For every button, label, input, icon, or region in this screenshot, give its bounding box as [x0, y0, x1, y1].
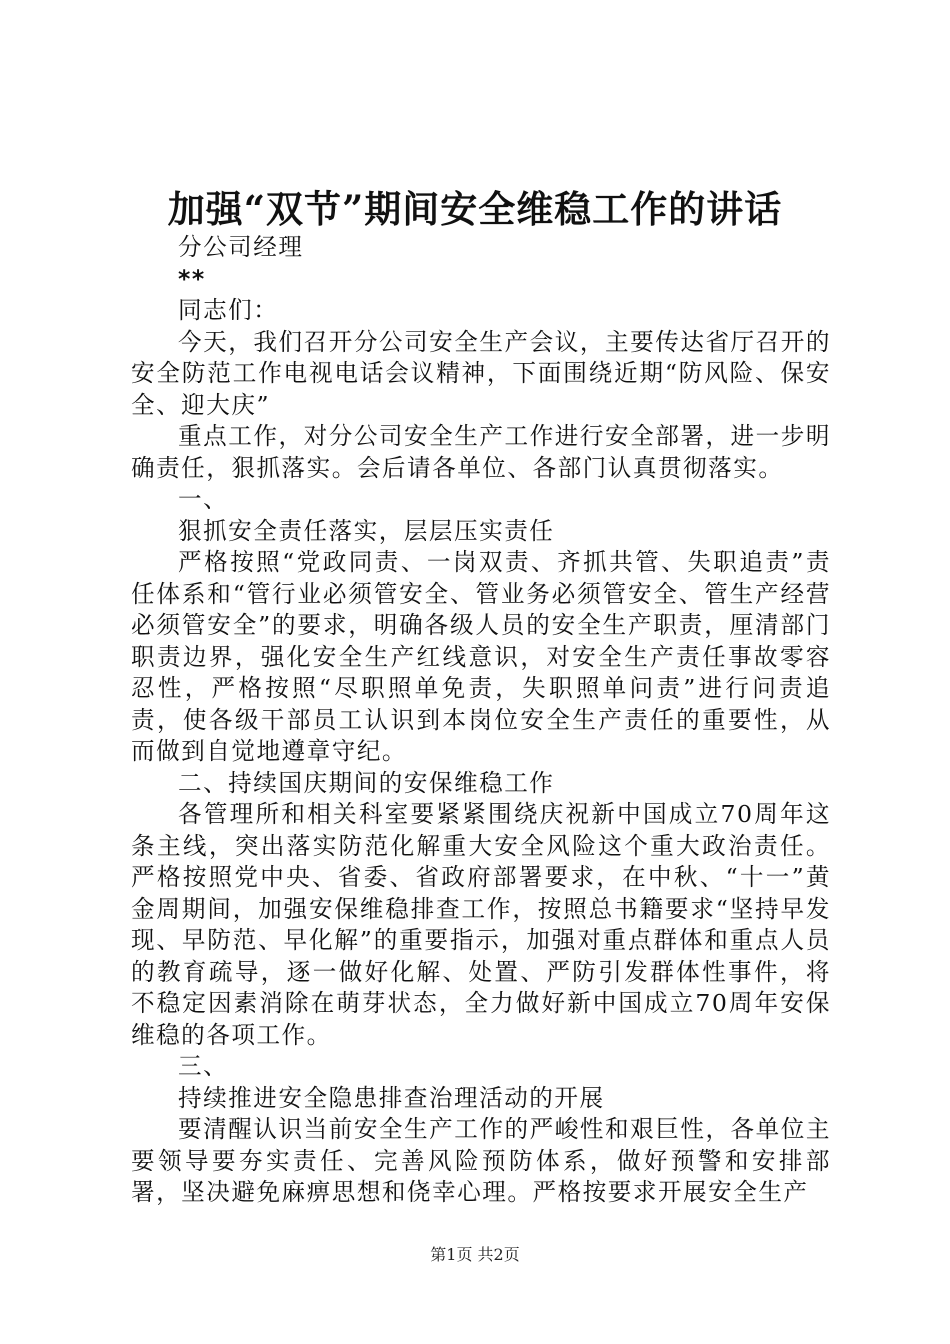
- body-paragraph: 各管理所和相关科室要紧紧围绕庆祝新中国成立70周年这条主线，突出落实防范化解重大安全风险这个重大政治责任。严格按照党中央、省委、省政府部署要求，在中秋、“十一”黄金周期间，加强安保维稳排查工作，按照总书籍要求“坚持早发现、早防范、早化解”的重要指示，加强对重点群体和重点人员的教育疏导，逐一做好化解、处置、严防引发群体性事件，将不稳定因素消除在萌芽状态，全力做好新中国成立70周年安保维稳的各项工作。: [131, 800, 831, 1049]
- speaker-role: 分公司经理: [178, 233, 304, 261]
- section-heading: 持续推进安全隐患排查治理活动的开展: [178, 1083, 605, 1112]
- body-paragraph: 重点工作，对分公司安全生产工作进行安全部署，进一步明确责任，狠抓落实。会后请各单位、各部门认真贯彻落实。: [131, 422, 831, 482]
- body-paragraph: 今天，我们召开分公司安全生产会议，主要传达省厅召开的安全防范工作电视电话会议精神，下面围绕近期“防风险、保安全、迎大庆”: [131, 327, 831, 419]
- speaker-name: **: [178, 264, 206, 293]
- salutation: 同志们：: [178, 296, 279, 324]
- body-paragraph: 要清醒认识当前安全生产工作的严峻性和艰巨性，各单位主要领导要夯实责任、完善风险预防体系，做好预警和安排部署，坚决避免麻痹思想和侥幸心理。严格按要求开展安全生产: [131, 1115, 831, 1206]
- body-paragraph: 严格按照“党政同责、一岗双责、齐抓共管、失职追责”责任体系和“管行业必须管安全、管业务必须管安全、管生产经营必须管安全”的要求，明确各级人员的安全生产职责，厘清部门职责边界，强化安全生产红线意识，对安全生产责任事故零容忍性，严格按照“尽职照单免责，失职照单问责”进行问责追责，使各级干部员工认识到本岗位安全生产责任的重要性，从而做到自觉地遵章守纪。: [131, 548, 831, 765]
- document-title: 加强“双节”期间安全维稳工作的讲话: [167, 187, 783, 231]
- section-number: 一、: [178, 485, 229, 513]
- section-number: 三、: [178, 1052, 229, 1080]
- page-footer: 第1页 共2页: [430, 1245, 520, 1264]
- section-heading: 二、持续国庆期间的安保维稳工作: [178, 768, 555, 797]
- document-body: [131, 232, 831, 1209]
- section-heading: 狠抓安全责任落实，层层压实责任: [178, 516, 555, 545]
